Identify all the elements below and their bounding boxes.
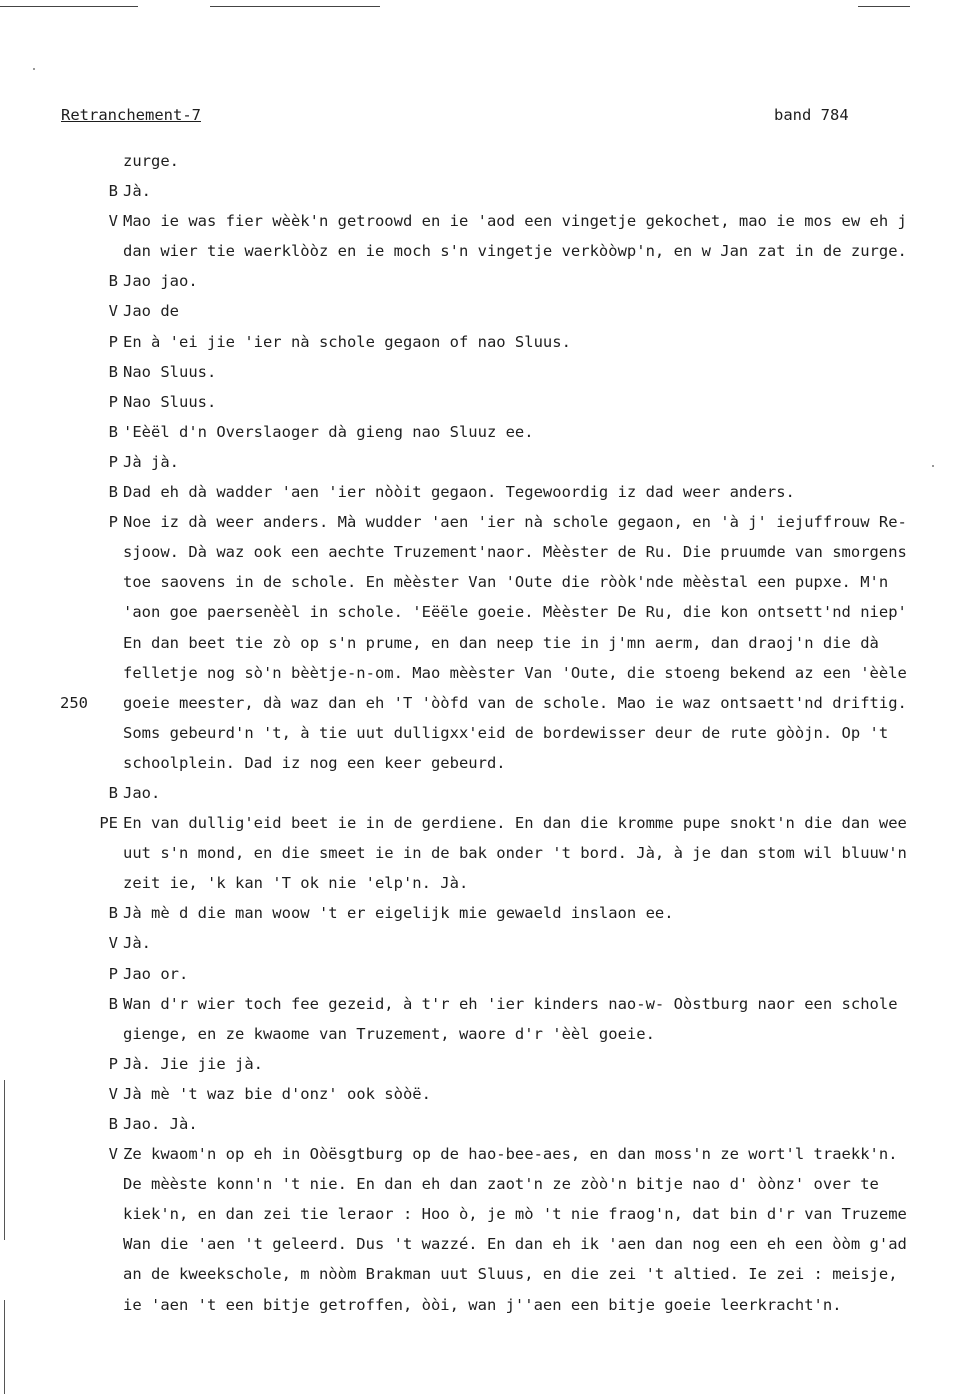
line-text: Jao or. <box>123 964 189 983</box>
line-text: Jà. <box>123 934 151 953</box>
transcript-line <box>0 146 966 176</box>
transcript-line <box>0 357 966 387</box>
transcript-line <box>0 658 966 688</box>
transcript-line <box>0 236 966 266</box>
transcript-line <box>0 176 966 206</box>
speaker-label: V <box>108 302 118 321</box>
speaker-label: PE <box>99 814 118 833</box>
transcript-line <box>0 1019 966 1049</box>
transcript-line <box>0 928 966 958</box>
speaker-label: B <box>108 422 118 441</box>
transcript-line <box>0 688 966 718</box>
line-text: goeie meester, dà waz dan eh 'T 'òòfd van de schole. Mao ie waz ontsaett'nd driftig. <box>123 693 907 712</box>
line-text: ie 'aen 't een bitje getroffen, òòi, wan j''aen een bitje goeie leerkracht'n. <box>123 1295 842 1314</box>
speaker-label: B <box>108 182 118 201</box>
line-text: Jà mè 't waz bie d'onz' ook sòòë. <box>123 1084 431 1103</box>
scan-speck <box>33 68 35 70</box>
line-text: Noe iz dà weer anders. Mà wudder 'aen 'ier nà schole gegaon, en 'à j' iejuffrouw Re- <box>123 513 907 532</box>
transcript-line <box>0 718 966 748</box>
line-text: Jao jao. <box>123 272 198 291</box>
speaker-label: P <box>108 1054 118 1073</box>
transcript-body <box>0 146 966 1320</box>
line-text: Wan d'r wier toch fee gezeid, à t'r eh 'ier kinders nao-w- Oòstburg naor een schole <box>123 994 898 1013</box>
speaker-label: B <box>108 994 118 1013</box>
line-text: Soms gebeurd'n 't, à tie uut dulligxx'eid de bordewisser deur de rute gòòjn. Op 't <box>123 723 889 742</box>
top-scan-rule <box>210 6 380 7</box>
line-text: 'Eèël d'n Overslaoger dà gieng nao Sluuz ee. <box>123 422 534 441</box>
transcript-line <box>0 1229 966 1259</box>
transcript-line <box>0 1259 966 1289</box>
line-text: De mèèste konn'n 't nie. En dan eh dan zaot'n ze zòò'n bitje nao d' òònz' over te <box>123 1175 879 1194</box>
line-text: gienge, en ze kwaome van Truzement, waore d'r 'èèl goeie. <box>123 1024 655 1043</box>
transcript-line <box>0 567 966 597</box>
line-text: sjoow. Dà waz ook een aechte Truzement'naor. Mèèster de Ru. Die pruumde van smorgens <box>123 543 907 562</box>
transcript-line <box>0 959 966 989</box>
line-text: Mao ie was fier wèèk'n getroowd en ie 'aod een vingetje gekochet, mao ie mos ew eh j <box>123 212 907 231</box>
transcript-line <box>0 477 966 507</box>
line-number: 250 <box>60 693 88 712</box>
top-scan-rule <box>0 6 138 7</box>
transcript-line <box>0 868 966 898</box>
line-text: an de kweekschole, m nòòm Brakman uut Sluus, en die zei 't altied. Ie zei : meisje, <box>123 1265 898 1284</box>
transcript-line <box>0 778 966 808</box>
speaker-label: V <box>108 1145 118 1164</box>
transcript-line <box>0 808 966 838</box>
line-text: zeit ie, 'k kan 'T ok nie 'elp'n. Jà. <box>123 874 469 893</box>
transcript-line <box>0 387 966 417</box>
transcript-line <box>0 296 966 326</box>
line-text: Jao. <box>123 783 161 802</box>
line-text: Jà. Jie jie jà. <box>123 1054 263 1073</box>
transcript-line <box>0 628 966 658</box>
top-scan-rule <box>858 6 910 7</box>
transcript-line <box>0 748 966 778</box>
line-text: Nao Sluus. <box>123 362 217 381</box>
line-text: uut s'n mond, en die smeet ie in de bak onder 't bord. Jà, à je dan stom wil bluuw'n <box>123 844 907 863</box>
line-text: Jà mè d die man woow 't er eigelijk mie gewaeld inslaon ee. <box>123 904 674 923</box>
transcript-line <box>0 1290 966 1320</box>
speaker-label: P <box>108 332 118 351</box>
speaker-label: P <box>108 513 118 532</box>
line-text: felletje nog sò'n bèètje-n-om. Mao mèèster Van 'Oute, die stoeng bekend az een 'èèle <box>123 663 907 682</box>
line-text: schoolplein. Dad iz nog een keer gebeurd. <box>123 753 506 772</box>
line-text: Wan die 'aen 't geleerd. Dus 't wazzé. En dan eh ik 'aen dan nog een eh een òòm g'ad <box>123 1235 907 1254</box>
line-text: Ze kwaom'n op eh in Oòësgtburg op de hao-bee-aes, en dan moss'n ze wort'l traekk'n. <box>123 1145 898 1164</box>
page-header <box>61 106 861 128</box>
line-text: En dan beet tie zò op s'n prume, en dan neep tie in j'mn aerm, dan draoj'n die dà <box>123 633 879 652</box>
transcript-line <box>0 327 966 357</box>
transcript-line <box>0 1079 966 1109</box>
speaker-label: B <box>108 362 118 381</box>
line-text: Dad eh dà wadder 'aen 'ier nòòit gegaon. Tegewoordig iz dad weer anders. <box>123 483 795 502</box>
transcript-line <box>0 507 966 537</box>
line-text: zurge. <box>123 152 179 170</box>
speaker-label: B <box>108 904 118 923</box>
line-text: Jao. Jà. <box>123 1115 198 1133</box>
transcript-line <box>0 206 966 236</box>
line-text: Jà jà. <box>123 452 179 471</box>
line-text: dan wier tie waerklòòz en ie moch s'n vingetje verkòòwp'n, en w Jan zat in de zurge. <box>123 242 907 261</box>
line-text: toe saovens in de schole. En mèèster Van 'Oute die ròòk'nde mèèstal een pupxe. M'n <box>123 573 889 592</box>
line-text: En van dullig'eid beet ie in de gerdiene. En dan die kromme pupe snokt'n die dan wee <box>123 814 907 833</box>
line-text: 'aon goe paersenèèl in schole. 'Eëële goeie. Mèèster De Ru, die kon ontsett'nd niep' <box>123 603 907 622</box>
transcript-line <box>0 1139 966 1169</box>
transcript-line <box>0 1109 966 1139</box>
transcript-line <box>0 447 966 477</box>
line-text: Nao Sluus. <box>123 392 217 411</box>
line-text: Jao de <box>123 302 179 321</box>
speaker-label: V <box>108 934 118 953</box>
speaker-label: B <box>108 483 118 502</box>
transcript-line <box>0 266 966 296</box>
speaker-label: B <box>108 1115 118 1133</box>
line-text: kiek'n, en dan zei tie leraor : Hoo ò, je mò 't nie fraog'n, dat bin d'r van Truzeme <box>123 1205 907 1224</box>
transcript-line <box>0 838 966 868</box>
transcript-line <box>0 898 966 928</box>
speaker-label: B <box>108 783 118 802</box>
speaker-label: V <box>108 1084 118 1103</box>
band-number: band 784 <box>774 106 849 124</box>
transcript-line <box>0 417 966 447</box>
speaker-label: P <box>108 392 118 411</box>
transcript-line <box>0 1169 966 1199</box>
speaker-label: B <box>108 272 118 291</box>
transcript-line <box>0 1199 966 1229</box>
transcript-line <box>0 537 966 567</box>
speaker-label: P <box>108 964 118 983</box>
transcript-line <box>0 597 966 627</box>
line-text: Jà. <box>123 182 151 201</box>
document-title: Retranchement-7 <box>61 106 201 124</box>
speaker-label: P <box>108 452 118 471</box>
transcript-line <box>0 1049 966 1079</box>
transcript-line <box>0 989 966 1019</box>
speaker-label: V <box>108 212 118 231</box>
line-text: En à 'ei jie 'ier nà schole gegaon of nao Sluus. <box>123 332 571 351</box>
